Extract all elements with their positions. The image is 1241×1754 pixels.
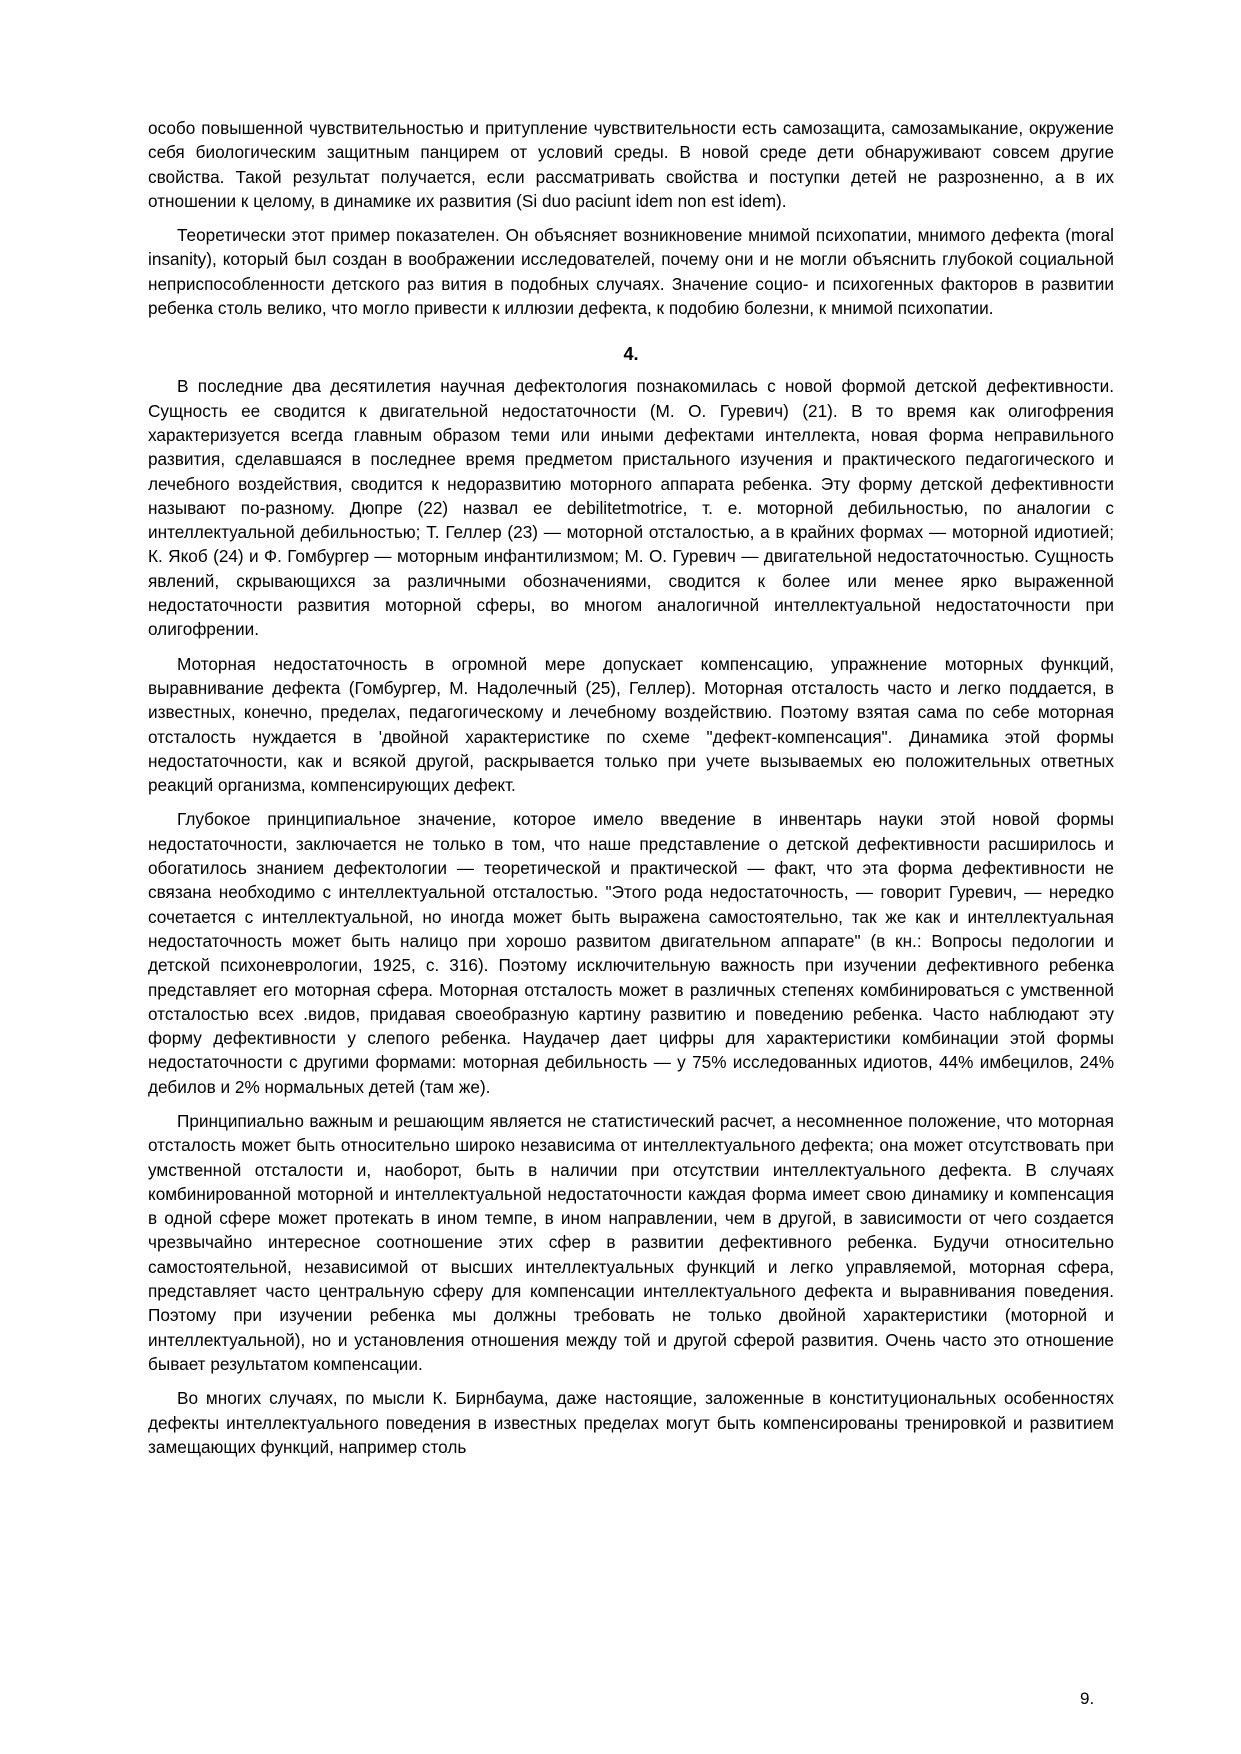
- section-heading: 4.: [623, 344, 639, 365]
- page-number: 9.: [1080, 1689, 1095, 1708]
- paragraph-principal-significance: Глубокое принципиальное значение, которое имело введение в инвентарь науки этой новой формы недостаточности, заключается не только в том, что наше представление о детской дефективности расширилось и обогатилось знанием дефектологии — теоретической и практической — факт, что эта форма дефективности не связана необходимо с интеллектуальной отсталостью. "Этого рода недостаточность, — говорит Гуревич, — нередко сочетается с интеллектуальной, но иногда может быть выражена самостоятельно, так же как и интеллектуальная недостаточность может быть налицо при хорошо развитом двигательном аппарате" (в кн.: Вопросы педологии и детской психоневрологии, 1925, с. 316). Поэтому исключительную важность при изучении дефективного ребенка представляет его моторная сфера. Моторная отсталость может в различных степенях комбинироваться с умственной отсталостью всех .видов, придавая своеобразную картину развитию и поведению ребенка. Часто наблюдают эту форму дефективности у слепого ребенка. Наудачер дает цифры для характеристики комбинации этой формы недостаточности с другими формами: моторная дебильность — у 75% исследованных идиотов, 44% имбецилов, 24% дебилов и 2% нормальных детей (там же).: [148, 809, 1114, 1097]
- paragraph-motor-compensation: Моторная недостаточность в огромной мере допускает компенсацию, упражнение моторных функций, выравнивание дефекта (Гомбургер, М. Надолечный (25), Геллер). Моторная отсталость часто и легко поддается, в известных, конечно, пределах, педагогическому и лечебному воздействию. Поэтому взятая сама по себе моторная отсталость нуждается в 'двойной характеристике по схеме "дефект-компенсация". Динамика этой формы недостаточности, как и всякой другой, раскрывается только при учете вызываемых ею положительных ответных реакций организма, компенсирующих дефект.: [148, 653, 1114, 796]
- paragraph-birnbaum: Во многих случаях, по мысли К. Бирнбаума, даже настоящие, заложенные в конституциональных особенностях дефекты интеллектуального поведения в известных пределах могут быть компенсированы тренировкой и развитием замещающих функций, например столь: [148, 1388, 1114, 1457]
- paragraph-continuation: особо повышенной чувствительностью и притупление чувствительности есть самозащита, самозамыкание, окружение себя биологическим защитным панцирем от условий среды. В новой среде дети обнаруживают совсем другие свойства. Такой результат получается, если рассматривать свойства и поступки детей не разрозненно, а в их отношении к целому, в динамике их развития (Si duo paciunt idem non est idem).: [148, 118, 1114, 211]
- page-body: [148, 116, 1114, 1469]
- paragraph-motor-deficiency-intro: В последние два десятилетия научная дефектология познакомилась с новой формой детской дефективности. Сущность ее сводится к двигательной недостаточности (М. О. Гуревич) (21). В то время как олигофрения характеризуется всегда главным образом теми или иными дефектами интеллекта, новая форма неправильного развития, сделавшаяся в последнее время предметом пристального изучения и практического педагогического и лечебного воздействия, сводится к недоразвитию моторного аппарата ребенка. Эту форму детской дефективности называют по-разному. Дюпре (22) назвал ее debilitetmotrice, т. е. моторной дебильностью, по аналогии с интеллектуальной дебильностью; Т. Геллер (23) — моторной отсталостью, а в крайних формах — моторной идиотией; К. Якоб (24) и Ф. Гомбургер — моторным инфантилизмом; М. О. Гуревич — двигательной недостаточностью. Сущность явлений, скрывающихся за различными обозначениями, сводится к более или менее ярко выраженной недостаточности развития моторной сферы, во многом аналогичной интеллектуальной недостаточности при олигофрении.: [148, 376, 1114, 640]
- paragraph-statistical-calculation: Принципиально важным и решающим является не статистический расчет, а несомненное положение, что моторная отсталость может быть относительно широко независима от интеллектуального дефекта; она может отсутствовать при умственной отсталости и, наоборот, быть в наличии при отсутствии интеллектуального дефекта. В случаях комбинированной моторной и интеллектуальной недостаточности каждая форма имеет свою динамику и компенсация в одной сфере может протекать в ином темпе, в ином направлении, чем в другой, в зависимости от чего создается чрезвычайно интересное соотношение этих сфер в развитии дефективного ребенка. Будучи относительно самостоятельной, независимой от высших интеллектуальных функций и легко управляемой, моторная сфера, представляет часто центральную сферу для компенсации интеллектуального дефекта и выравнивания поведения. Поэтому при изучении ребенка мы должны требовать не только двойной характеристики (моторной и интеллектуальной), но и установления отношения между той и другой сферой развития. Очень часто это отношение бывает результатом компенсации.: [148, 1110, 1114, 1374]
- paragraph-theoretical-example: Теоретически этот пример показателен. Он объясняет возникновение мнимой психопатии, мнимого дефекта (moral insanity), который был создан в воображении исследователей, почему они и не могли объяснить глубокой социальной неприспособленности детского раз вития в подобных случаях. Значение социо- и психогенных факторов в развитии ребенка столь велико, что могло привести к иллюзии дефекта, к подобию болезни, к мнимой психопатии.: [148, 225, 1114, 319]
